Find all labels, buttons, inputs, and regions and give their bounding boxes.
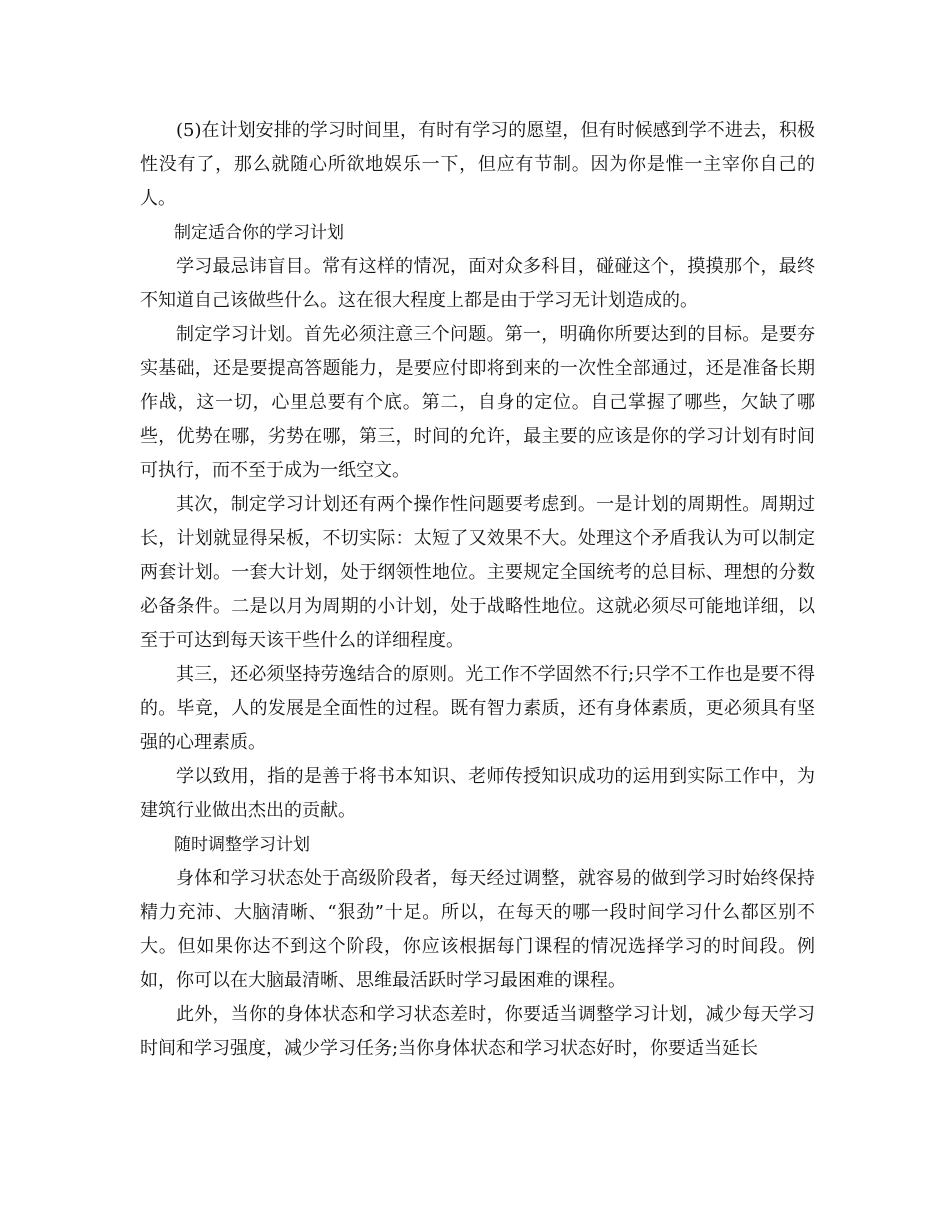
section-heading-make-plan: 制定适合你的学习计划	[174, 223, 344, 243]
paragraph-leisure-note: (5)在计划安排的学习时间里，有时有学习的愿望，但有时候感到学不进去，积极性没有了，那么就随心所欲地娱乐一下，但应有节制。因为你是惟一主宰你自己的人。	[140, 120, 815, 209]
document-body	[140, 114, 815, 1066]
paragraph-work-rest-balance: 其三，还必须坚持劳逸结合的原则。光工作不学固然不行;只学不工作也是要不得的。毕竟，人的发展是全面性的过程。既有智力素质，还有身体素质，更必须具有坚强的心理素质。	[140, 664, 815, 753]
paragraph-study-state: 身体和学习状态处于高级阶段者，每天经过调整，就容易的做到学习时始终保持精力充沛、大脑清晰、“狠劲”十足。所以，在每天的哪一段时间学习什么都区别不大。但如果你达不到这个阶段，你应该根据每门课程的情况选择学习的时间段。例如，你可以在大脑最清晰、思维最活跃时学习最困难的课程。	[140, 868, 815, 991]
paragraph-plan-period: 其次，制定学习计划还有两个操作性问题要考虑到。一是计划的周期性。周期过长，计划就显得呆板，不切实际：太短了又效果不大。处理这个矛盾我认为可以制定两套计划。一套大计划，处于纲领性地位。主要规定全国统考的总目标、理想的分数必备条件。二是以月为周期的小计划，处于战略性地位。这就必须尽可能地详细，以至于可达到每天该干些什么的详细程度。	[140, 494, 815, 651]
paragraph-avoid-blindness: 学习最忌讳盲目。常有这样的情况，面对众多科目，碰碰这个，摸摸那个，最终不知道自己该做些什么。这在很大程度上都是由于学习无计划造成的。	[140, 256, 815, 311]
section-heading-adjust-plan: 随时调整学习计划	[174, 835, 310, 855]
paragraph-apply-learning: 学以致用，指的是善于将书本知识、老师传授知识成功的运用到实际工作中，为建筑行业做出杰出的贡献。	[140, 766, 815, 821]
paragraph-three-questions: 制定学习计划。首先必须注意三个问题。第一，明确你所要达到的目标。是要夯实基础，还是要提高答题能力，是要应付即将到来的一次性全部通过，还是准备长期作战，这一切，心里总要有个底。第二，自身的定位。自己掌握了哪些，欠缺了哪些，优势在哪，劣势在哪，第三，时间的允许，最主要的应该是你的学习计划有时间可执行，而不至于成为一纸空文。	[140, 324, 815, 481]
paragraph-adjust-intensity: 此外，当你的身体状态和学习状态差时，你要适当调整学习计划，减少每天学习时间和学习强度，减少学习任务;当你身体状态和学习状态好时，你要适当延长	[140, 1004, 815, 1059]
